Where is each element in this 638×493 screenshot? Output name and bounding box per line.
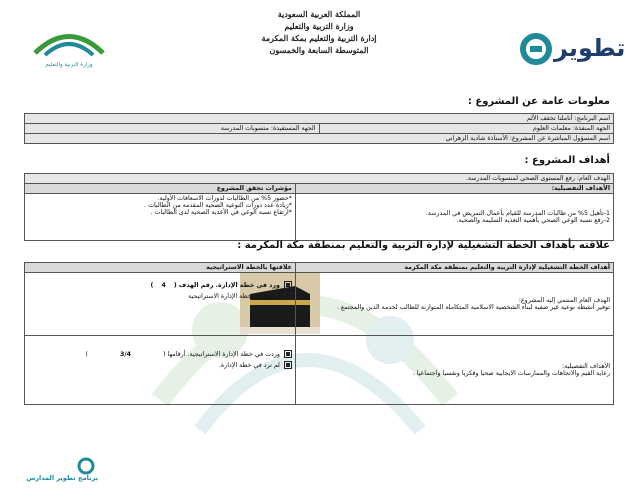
header-school: المتوسطة السابعة والخمسون [269,45,369,55]
schools-program-text: برنامج تطوير المدارس [26,474,98,482]
section-general-info-title: معلومات عامة عن المشروع : [467,96,610,107]
goals-table [24,173,614,241]
row2-not-included-label: لم ترد في خطة الإدارة. [218,362,280,369]
indicators-header: مؤشرات تحقق المشروع [25,184,296,194]
general-info-table [24,113,614,144]
section-relation-title: علاقته بأهداف الخطة التشغيلية لإدارة التربية والتعليم بمنطقة مكة المكرمة : [237,240,610,251]
row1-close-paren: ) [150,282,154,289]
operational-goals-header: أهداف الخطة التشغيلية لإدارة التربية والتعليم بمنطقة مكة المكرمة [295,263,613,273]
row1-not-included-label: لم يرد في خطة الإدارة الاستراتيجية [188,293,280,300]
responsible-cell: اسم المسؤول المباشرة عن المشروع: الأستاذة شادية الزهراني [25,134,614,144]
indicator-2: *زيادة عدد دورات التوعية الصحية المقدمة من الطالبات . [144,202,292,209]
detailed-goals-header: الأهداف التفصيلية: [295,184,613,194]
section-goals-title: أهداف المشروع : [524,155,610,166]
row1-checkbox-not-included[interactable] [284,292,292,300]
row1-included-label: ورد في خطة الإدارة. رقم الهدف ( [173,282,280,289]
program-name-cell: اسم البرنامج: أناملنا تخفف الألم [25,114,614,124]
row1-goal-cell [295,273,613,336]
row2-goal-numbers: 3/4 [119,351,132,358]
ministry-logo-text: وزارة التربية والتعليم [45,62,93,68]
row2-goal-title: الأهداف التفصيلية: [562,363,610,370]
schools-program-logo [18,456,98,484]
tatweer-logo [516,24,626,74]
detailed-goal-2: 2-رفع نسبة الوعي الصحي بأهمية التغذية السليمة والصحية. [456,217,610,224]
strategic-relation-header: علاقتها بالخطة الاستراتيجية [25,263,296,273]
indicator-3: *ارتفاع نسبة الوعي في الأغذية الصحية لدى الطالبات . [150,209,292,216]
row1-goal-number: 4 [161,282,166,289]
row1-checkbox-included[interactable] [284,281,292,289]
row2-goal-text: رعاية القيم والاتجاهات والممارسات الايجابية صحيا وفكريا ونفسيا واجتماعيا . [412,370,610,377]
beneficiary-cell: الجهة المستفيدة: منسوبات المدرسة [25,124,320,134]
row2-close-paren: ) [85,351,88,358]
row2-checkbox-not-included[interactable] [284,361,292,369]
header-ministry: وزارة التربية والتعليم [284,21,354,31]
detailed-goal-1: 1-تأهيل 5% من طالبات المدرسة للقيام بأعمال التمريض في المدرسة. [425,210,610,217]
general-goal-cell: الهدف العام: رفع المستوى الصحي لمنسوبات المدرسة. [25,174,614,184]
row1-relation-cell [25,273,296,336]
tatweer-logo-text: تطوير [554,34,626,62]
ministry-logo [30,28,108,72]
header-kingdom: المملكة العربية السعودية [277,9,361,19]
relation-table [24,262,614,405]
row2-included-label: وردت في خطة الإدارة الاستراتيجية. أرقامها ( [163,351,280,358]
indicator-1: *حضور 5% من الطالبات لدورات الاسعافات الأولية. [157,195,292,202]
header-admin: إدارة التربية والتعليم بمكة المكرمة [261,33,377,43]
row2-goal-cell [295,336,613,405]
row2-relation-cell [25,336,296,405]
executing-party-cell: الجهة المنفذة: معلمات العلوم [319,124,614,134]
detailed-goals-cell [295,194,613,241]
header-block [246,8,392,56]
row1-goal-title: الهدف العام المنتمي إليه المشروع: [518,297,610,304]
row1-goal-text: توفير أنشطة نوعية غير صفية لبناء الشخصية الاسلامية المتكاملة المتوازنة للطالب لخدمة الدين والمجتمع . [336,304,610,311]
row2-checkbox-included[interactable] [284,350,292,358]
indicators-cell [25,194,296,241]
